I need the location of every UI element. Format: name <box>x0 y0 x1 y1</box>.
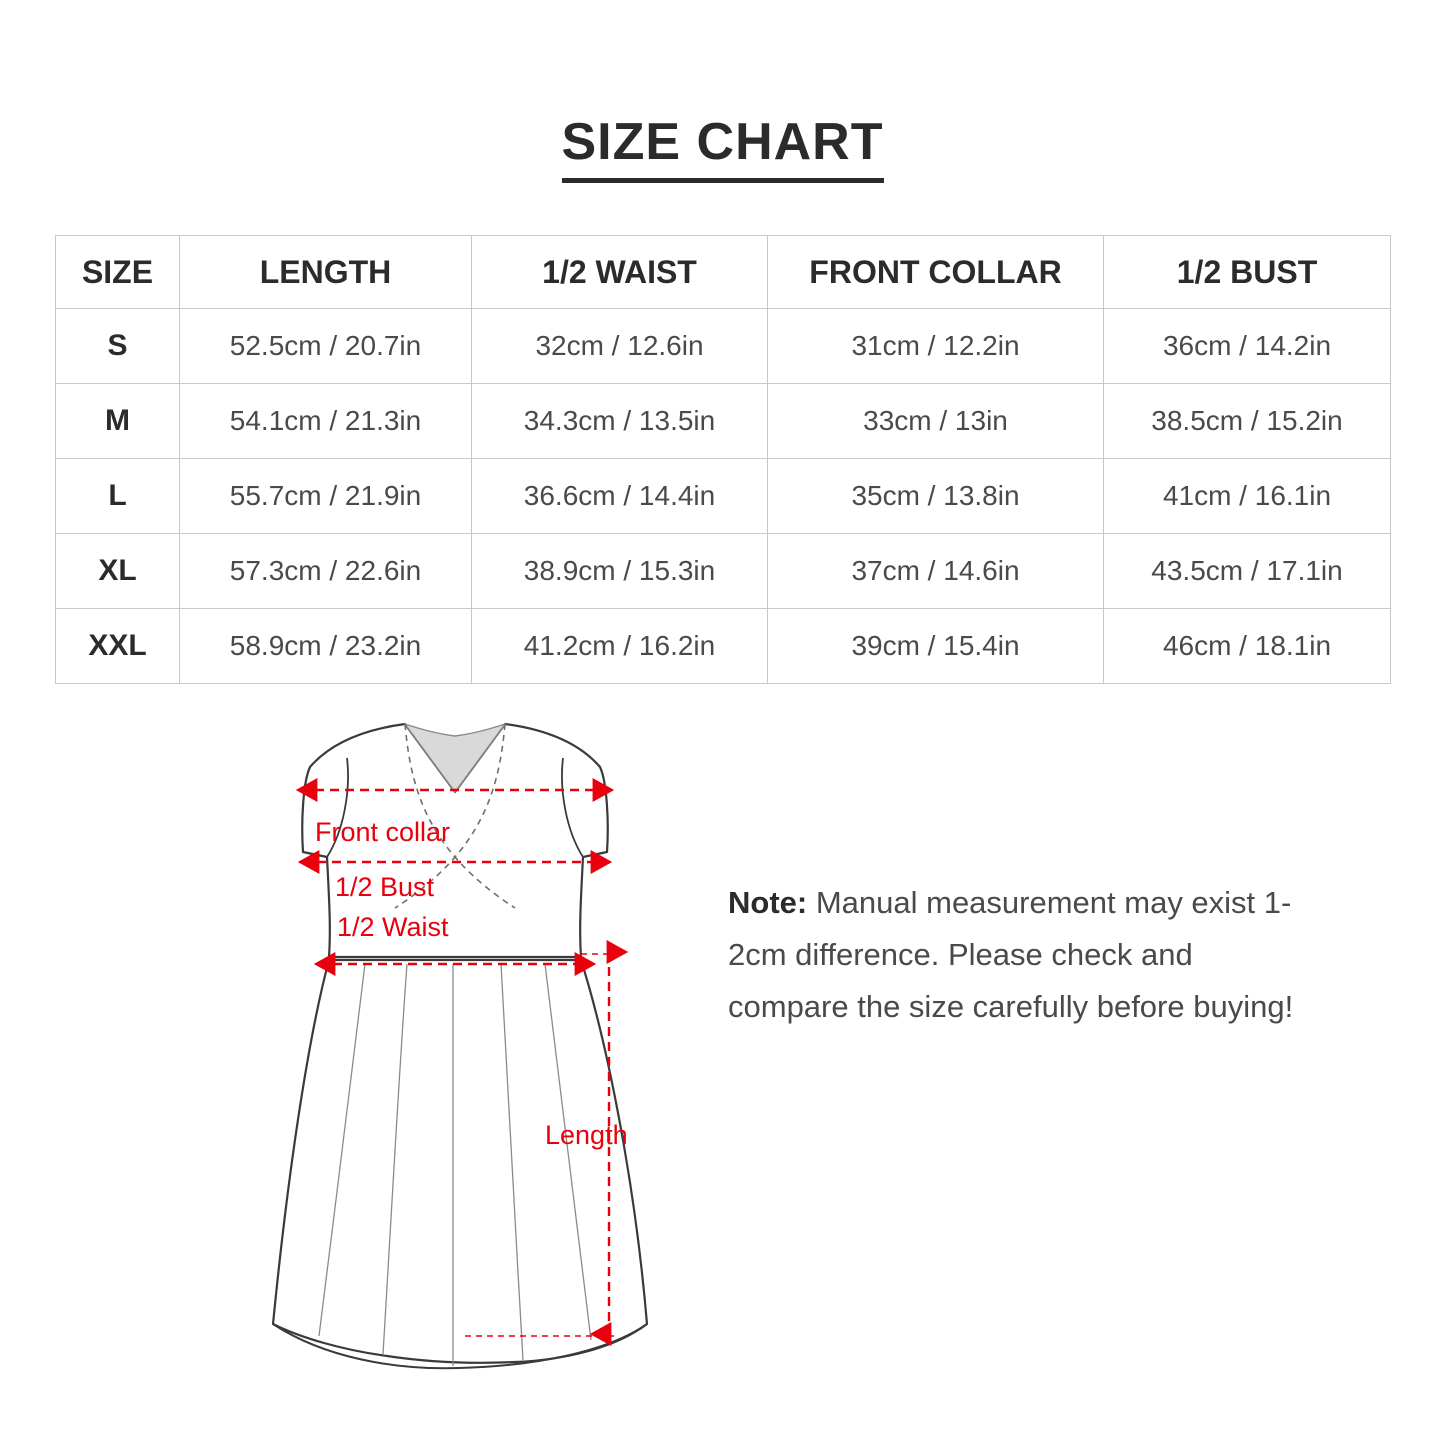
cell-size: XXL <box>56 609 180 684</box>
cell-half-waist: 38.9cm / 15.3in <box>472 534 768 609</box>
cell-size: L <box>56 459 180 534</box>
cell-size: XL <box>56 534 180 609</box>
label-length: Length <box>545 1120 628 1150</box>
note-body: Manual measurement may exist 1-2cm difference. Please check and compare the size carefully before buying! <box>728 885 1294 1024</box>
table-row <box>56 609 1391 684</box>
cell-half-bust: 46cm / 18.1in <box>1104 609 1391 684</box>
cell-half-waist: 32cm / 12.6in <box>472 309 768 384</box>
cell-front-collar: 39cm / 15.4in <box>768 609 1104 684</box>
table-header-row <box>56 236 1391 309</box>
cell-half-bust: 36cm / 14.2in <box>1104 309 1391 384</box>
size-table-container <box>55 235 1390 684</box>
cell-size: M <box>56 384 180 459</box>
cell-front-collar: 33cm / 13in <box>768 384 1104 459</box>
cell-size: S <box>56 309 180 384</box>
cell-half-bust: 41cm / 16.1in <box>1104 459 1391 534</box>
size-table <box>55 235 1391 684</box>
cell-length: 58.9cm / 23.2in <box>180 609 472 684</box>
table-row <box>56 534 1391 609</box>
title-section <box>0 0 1445 183</box>
measurement-diagram-section <box>0 712 1445 1452</box>
cell-length: 54.1cm / 21.3in <box>180 384 472 459</box>
label-half-waist: 1/2 Waist <box>337 912 449 942</box>
dress-outline-icon <box>215 712 695 1412</box>
cell-half-waist: 36.6cm / 14.4in <box>472 459 768 534</box>
column-header-size: SIZE <box>56 236 180 309</box>
page-title: SIZE CHART <box>562 112 884 183</box>
table-row <box>56 309 1391 384</box>
cell-front-collar: 37cm / 14.6in <box>768 534 1104 609</box>
cell-half-waist: 34.3cm / 13.5in <box>472 384 768 459</box>
dress-diagram <box>215 712 695 1412</box>
cell-front-collar: 31cm / 12.2in <box>768 309 1104 384</box>
label-half-bust: 1/2 Bust <box>335 872 435 902</box>
note-text <box>728 877 1318 1033</box>
cell-length: 55.7cm / 21.9in <box>180 459 472 534</box>
column-header-length: LENGTH <box>180 236 472 309</box>
cell-length: 57.3cm / 22.6in <box>180 534 472 609</box>
cell-length: 52.5cm / 20.7in <box>180 309 472 384</box>
cell-half-bust: 43.5cm / 17.1in <box>1104 534 1391 609</box>
cell-half-waist: 41.2cm / 16.2in <box>472 609 768 684</box>
label-front-collar: Front collar <box>315 817 451 847</box>
cell-front-collar: 35cm / 13.8in <box>768 459 1104 534</box>
table-row <box>56 459 1391 534</box>
column-header-front-collar: FRONT COLLAR <box>768 236 1104 309</box>
column-header-half-waist: 1/2 WAIST <box>472 236 768 309</box>
table-row <box>56 384 1391 459</box>
column-header-half-bust: 1/2 BUST <box>1104 236 1391 309</box>
cell-half-bust: 38.5cm / 15.2in <box>1104 384 1391 459</box>
note-prefix: Note: <box>728 885 808 920</box>
